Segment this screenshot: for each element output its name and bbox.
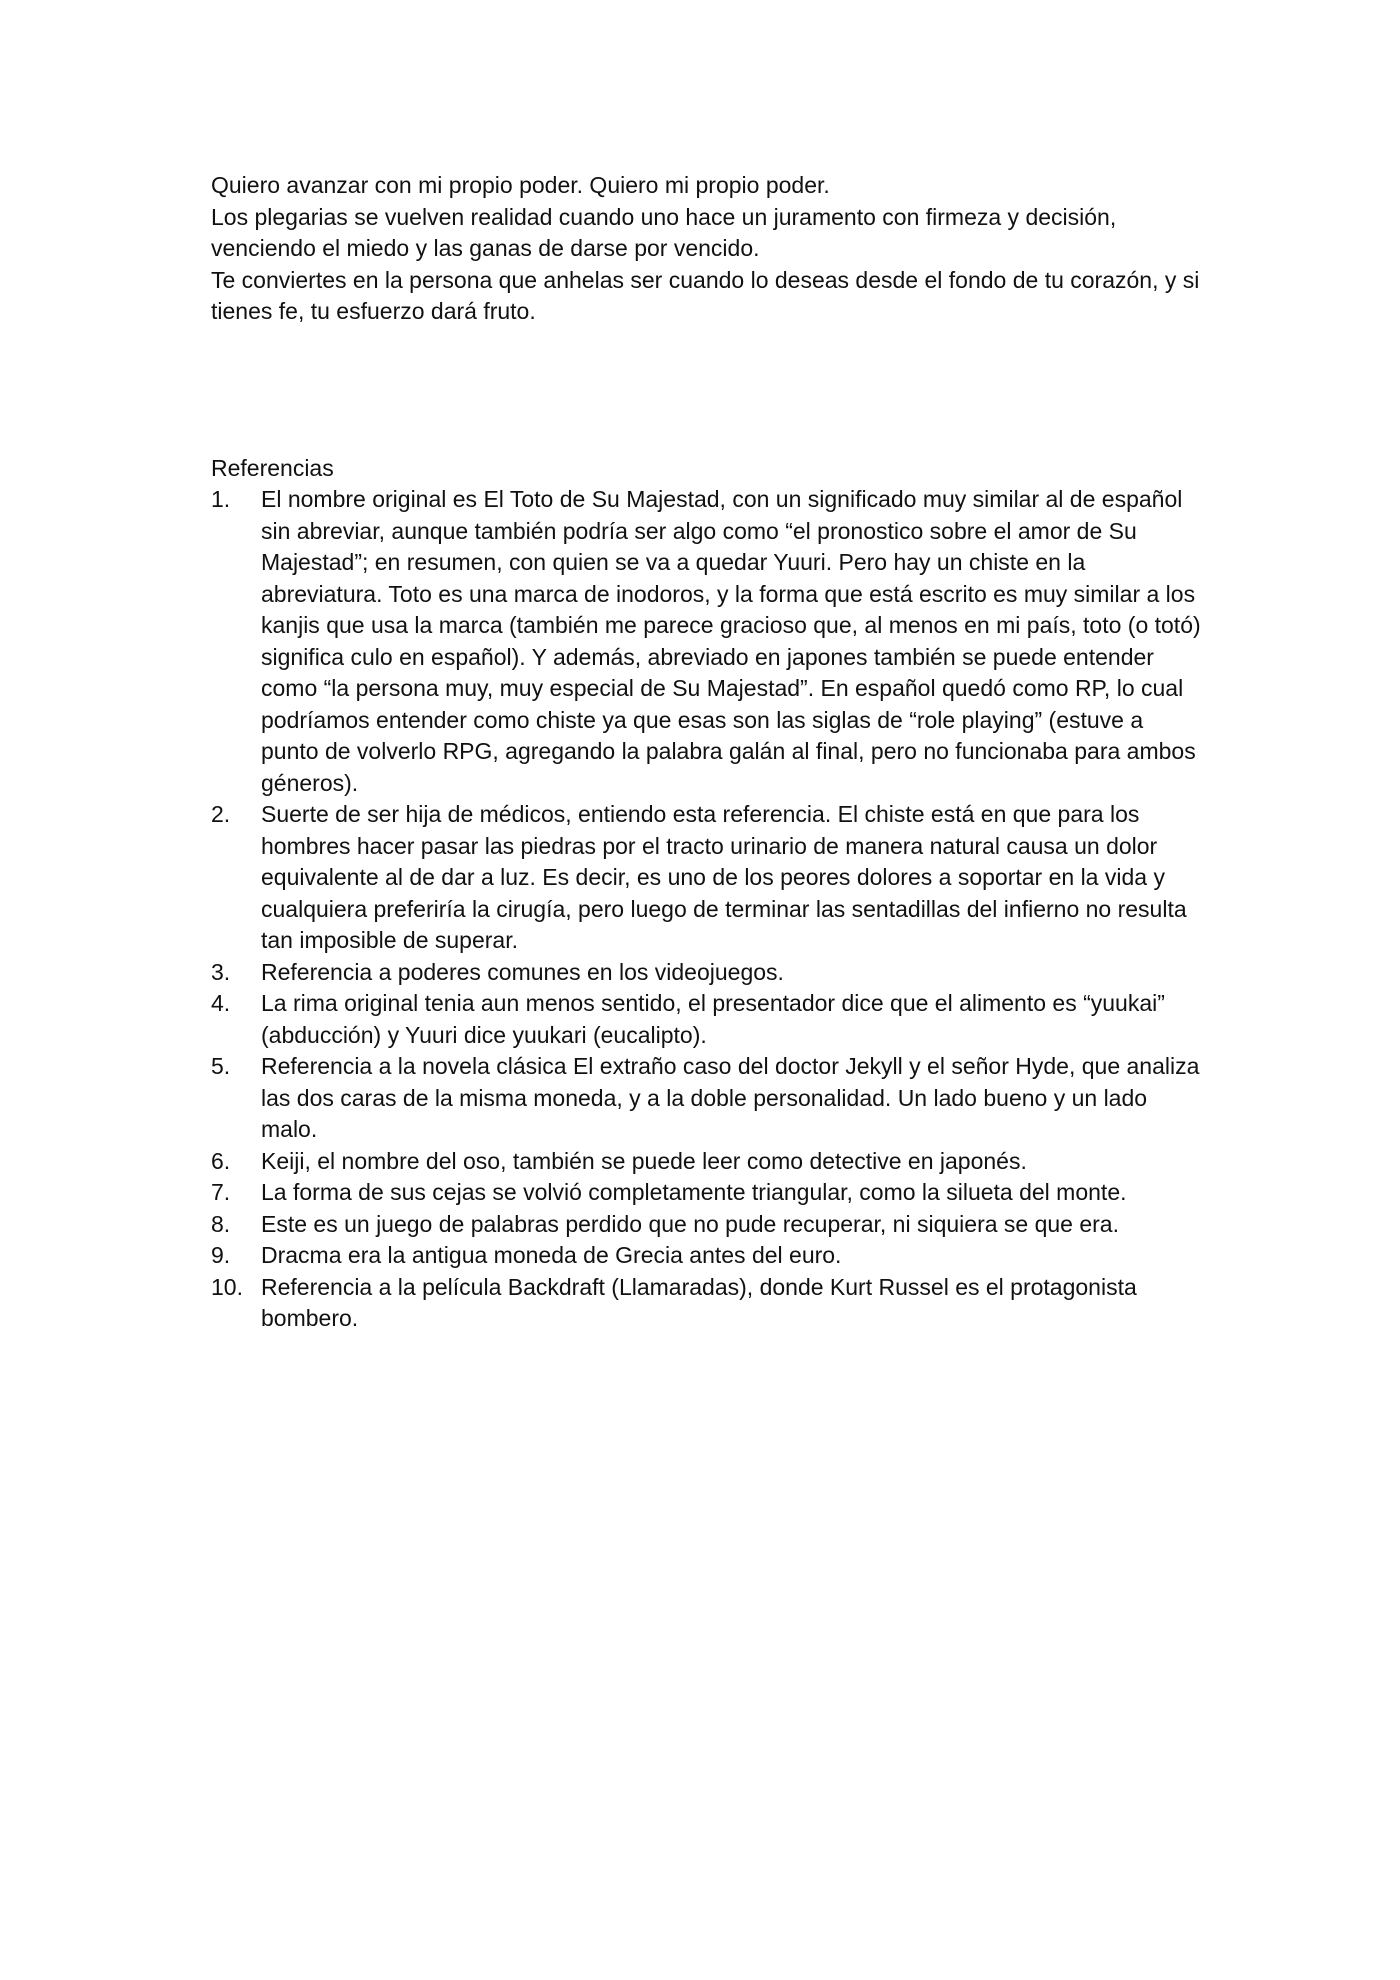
reference-item xyxy=(211,957,1201,989)
reference-number: 3. xyxy=(211,958,231,985)
reference-item xyxy=(211,1240,1201,1272)
reference-number: 2. xyxy=(211,801,231,827)
reference-text: Dracma era la antigua moneda de Grecia antes del euro. xyxy=(261,1242,842,1268)
reference-text: Referencia a la novela clásica El extraño caso del doctor Jekyll y el señor Hyde, que analiza las dos caras de la misma moneda, y a la doble personalidad. Un lado bueno y un lado malo. xyxy=(261,1053,1200,1142)
reference-item xyxy=(211,799,1201,957)
reference-number: 4. xyxy=(211,990,231,1016)
document-page xyxy=(211,170,1201,1335)
reference-text: Este es un juego de palabras perdido que no pude recuperar, ni siquiera se que era. xyxy=(261,1210,1119,1237)
reference-item xyxy=(211,1272,1201,1335)
reference-number: 10. xyxy=(211,1273,243,1300)
reference-item xyxy=(211,1146,1201,1178)
reference-number: 5. xyxy=(211,1053,231,1079)
reference-number: 8. xyxy=(211,1210,231,1237)
reference-item xyxy=(211,988,1201,1051)
reference-text: Suerte de ser hija de médicos, entiendo esta referencia. El chiste está en que para los hombres hacer pasar las piedras por el tracto urinario de manera natural causa un dolor equivalente al de dar a luz. Es decir, es uno de los peores dolores a soportar en la vida y cualquiera preferiría la cirugía, pero luego de terminar las sentadillas del infierno no resulta tan imposible de superar. xyxy=(261,801,1187,953)
intro-paragraph: Los plegarias se vuelven realidad cuando uno hace un juramento con firmeza y decisión, venciendo el miedo y las ganas de darse por vencido. xyxy=(211,203,1117,261)
reference-text: La rima original tenia aun menos sentido, el presentador dice que el alimento es “yuukai” (abducción) y Yuuri dice yuukari (eucalipto). xyxy=(261,990,1165,1048)
reference-number: 6. xyxy=(211,1147,231,1174)
intro-paragraph: Te conviertes en la persona que anhelas ser cuando lo deseas desde el fondo de tu corazón, y si tienes fe, tu esfuerzo dará fruto. xyxy=(211,266,1200,324)
references-list xyxy=(211,484,1201,1335)
intro-section xyxy=(211,170,1201,328)
reference-item xyxy=(211,1177,1201,1209)
references-section xyxy=(211,453,1201,1335)
reference-text: La forma de sus cejas se volvió completamente triangular, como la silueta del monte. xyxy=(261,1179,1127,1205)
reference-item xyxy=(211,1209,1201,1241)
reference-item xyxy=(211,1051,1201,1146)
reference-text: Referencia a poderes comunes en los videojuegos. xyxy=(261,958,784,985)
reference-text: Keiji, el nombre del oso, también se puede leer como detective en japonés. xyxy=(261,1147,1027,1174)
references-heading: Referencias xyxy=(211,454,334,481)
intro-paragraph: Quiero avanzar con mi propio poder. Quiero mi propio poder. xyxy=(211,172,830,198)
reference-number: 9. xyxy=(211,1242,231,1268)
reference-number: 7. xyxy=(211,1179,231,1205)
reference-text: Referencia a la película Backdraft (Llamaradas), donde Kurt Russel es el protagonista bombero. xyxy=(261,1273,1137,1331)
reference-item xyxy=(211,484,1201,799)
reference-text: El nombre original es El Toto de Su Majestad, con un significado muy similar al de español sin abreviar, aunque también podría ser algo como “el pronostico sobre el amor de Su Majestad”; en resumen, con quien se va a quedar Yuuri. Pero hay un chiste en la abreviatura. Toto es una marca de inodoros, y la forma que está escrito es muy similar a los kanjis que usa la marca (también me parece gracioso que, al menos en mi país, toto (o totó) significa culo en español). Y además, abreviado en japones también se puede entender como “la persona muy, muy especial de Su Majestad”. En español quedó como RP, lo cual podríamos entender como chiste ya que esas son las siglas de “role playing” (estuve a punto de volverlo RPG, agregando la palabra galán al final, pero no funcionaba para ambos géneros). xyxy=(261,486,1201,796)
reference-number: 1. xyxy=(211,486,231,512)
